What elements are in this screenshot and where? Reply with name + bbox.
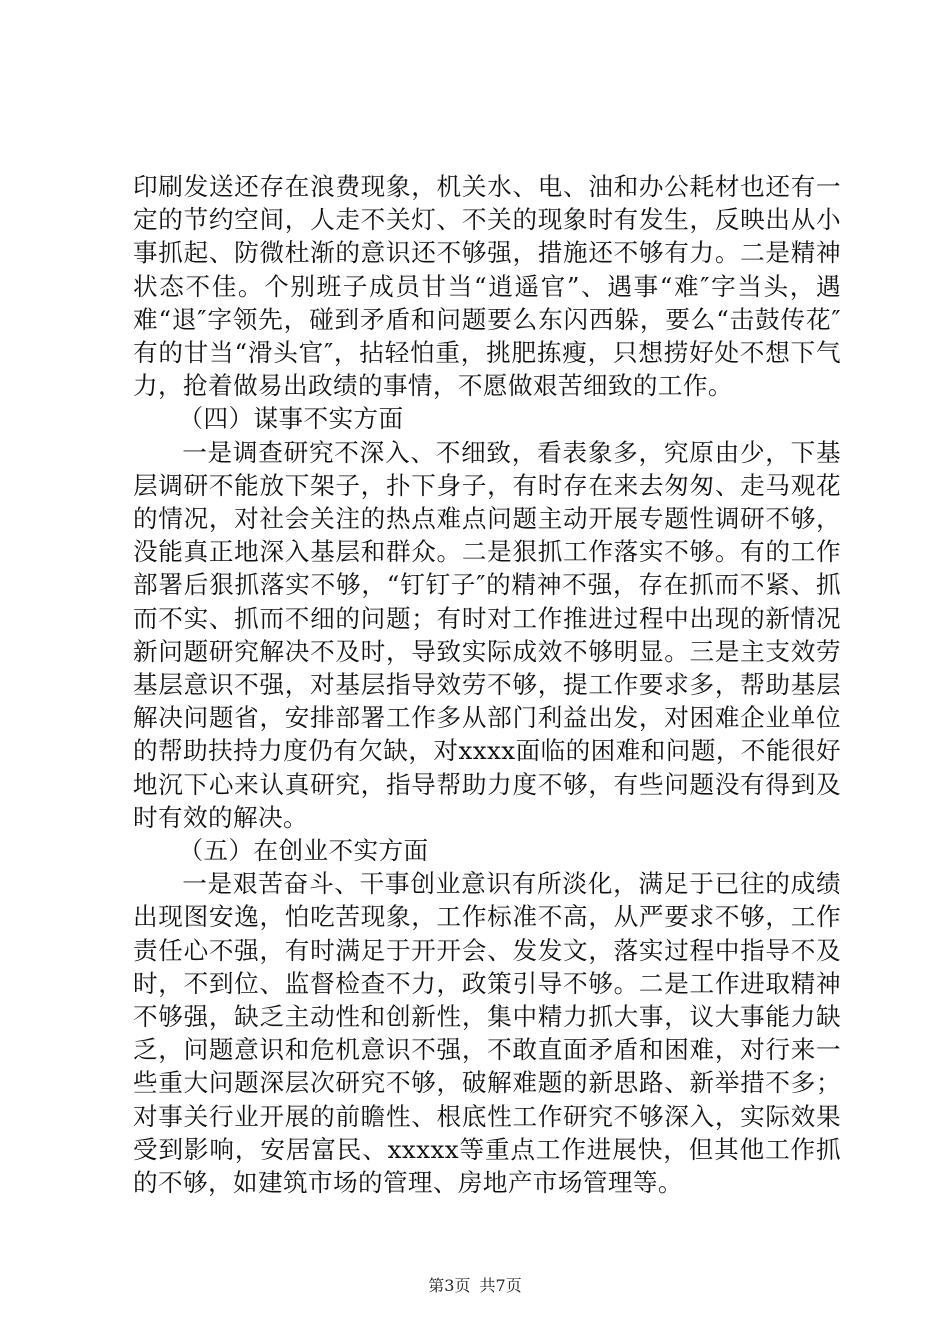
- page-total: 共7页: [479, 1276, 522, 1295]
- paragraph-section-4: 一是调查研究不深入、不细致，看表象多，究原由少，下基层调研不能放下架子，扑下身子，有时存在来去匆匆、走马观花的情况，对社会关注的热点难点问题主动开展专题性调研不够，没能真正地深入基层和群众。二是狠抓工作落实不够。有的工作部署后狠抓落实不够，“钉钉子″的精神不强，存在抓而不紧、抓而不实、抓而不细的问题；有时对工作推进过程中出现的新情况新问题研究解决不及时，导致实际成效不够明显。三是主支效劳基层意识不强，对基层指导效劳不够，提工作要求多，帮助基层解决问题省，安排部署工作多从部门利益出发，对困难企业单位的帮助扶持力度仍有欠缺，对xxxx面临的困难和问题，不能很好地沉下心来认真研究，指导帮助力度不够，有些问题没有得到及时有效的解决。: [133, 437, 841, 832]
- page-number: 第3页: [428, 1276, 471, 1295]
- paragraph-continuation: 印刷发送还存在浪费现象，机关水、电、油和办公耗材也还有一定的节约空间，人走不关灯、不关的现象时有发生，反映出从小事抓起、防微杜渐的意识还不够强，措施还不够有力。二是精神状态不佳。个别班子成员甘当“逍遥官”、遇事“难″字当头，遇难“退″字领先，碰到矛盾和问题要么东闪西躲，要么“击鼓传花″有的甘当“滑头官″，拈轻怕重，挑肥拣瘦，只想捞好处不想下气力，抢着做易出政绩的事情，不愿做艰苦细致的工作。: [133, 172, 841, 401]
- document-body: [133, 170, 841, 1199]
- section-heading-4: （四）谋事不实方面: [178, 404, 404, 434]
- section-heading-5: （五）在创业不实方面: [178, 836, 429, 866]
- paragraph-section-5: 一是艰苦奋斗、干事创业意识有所淡化，满足于已往的成绩出现图安逸，怕吃苦现象，工作标准不高，从严要求不够，工作责任心不强，有时满足于开开会、发发文，落实过程中指导不及时，不到位、监督检查不力，政策引导不够。二是工作进取精神不够强，缺乏主动性和创新性，集中精力抓大事，议大事能力缺乏，问题意识和危机意识不强，不敢直面矛盾和困难，对行来一些重大问题深层次研究不够，破解难题的新思路、新举措不多；对事关行业开展的前瞻性、根底性工作研究不够深入，实际效果受到影响，安居富民、xxxxx等重点工作进展快，但其他工作抓的不够，如建筑市场的管理、房地产市场管理等。: [133, 869, 841, 1198]
- page-footer: [0, 1276, 950, 1296]
